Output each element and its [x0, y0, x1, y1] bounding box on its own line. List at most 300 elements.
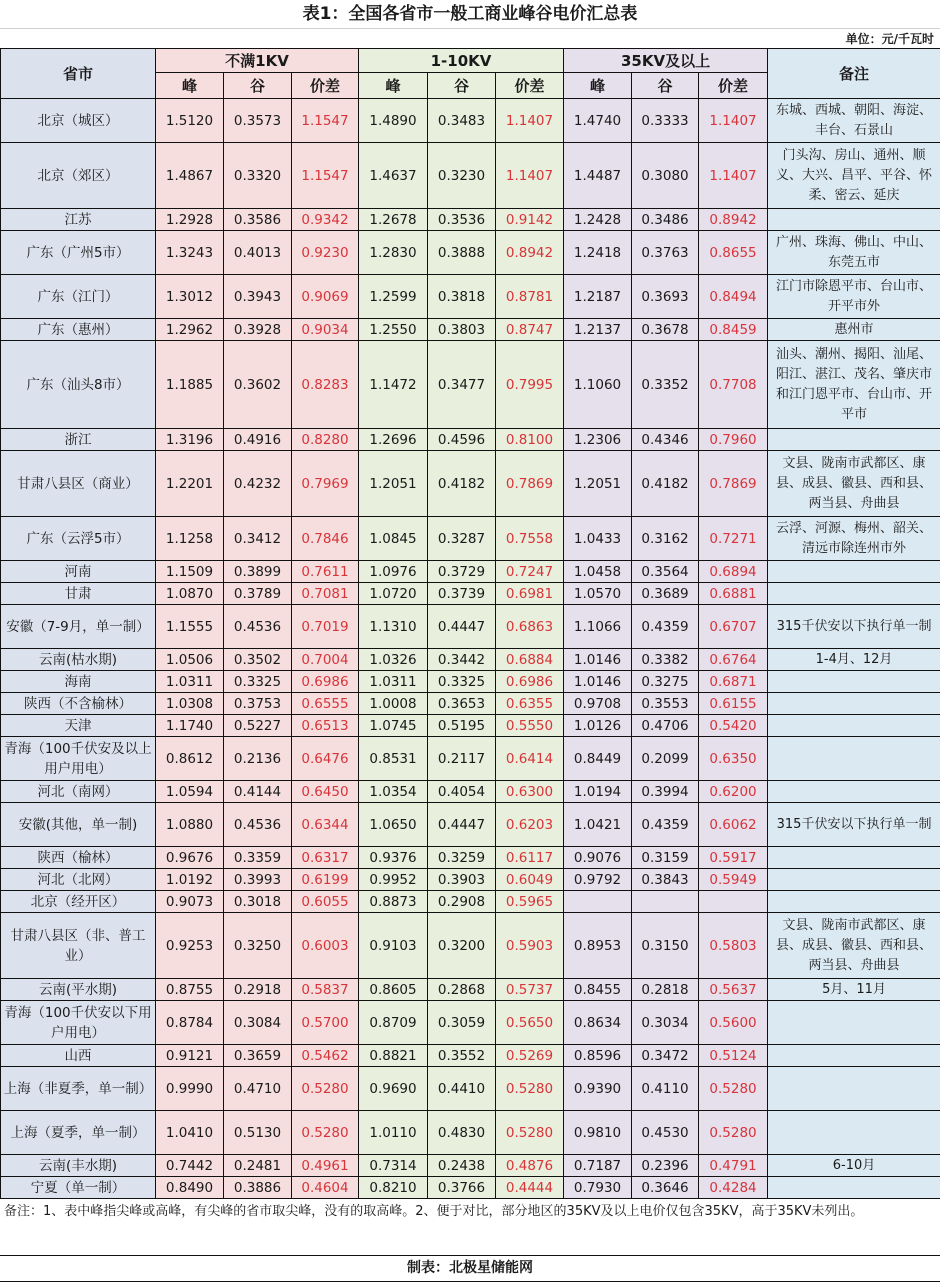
- lv-valley-cell: 0.3602: [224, 341, 292, 429]
- header-lv-diff: 价差: [292, 73, 359, 99]
- header-group-lv: 不满1KV: [156, 49, 359, 73]
- mv-peak-cell: 1.0976: [359, 561, 428, 583]
- mv-peak-cell: 0.8821: [359, 1045, 428, 1067]
- lv-diff-cell: 0.7019: [292, 605, 359, 649]
- province-cell: 河北（北网）: [1, 869, 156, 891]
- lv-peak-cell: 1.3243: [156, 231, 224, 275]
- hv-diff-cell: 0.5280: [699, 1067, 768, 1111]
- lv-peak-cell: 1.0506: [156, 649, 224, 671]
- mv-peak-cell: 0.8873: [359, 891, 428, 913]
- hv-diff-cell: 0.6871: [699, 671, 768, 693]
- lv-valley-cell: 0.5227: [224, 715, 292, 737]
- mv-valley-cell: 0.4447: [428, 803, 496, 847]
- note-cell: 315千伏安以下执行单一制: [768, 803, 940, 847]
- note-cell: [768, 693, 940, 715]
- note-cell: [768, 1001, 940, 1045]
- mv-diff-cell: 0.8942: [496, 231, 564, 275]
- header-hv-peak: 峰: [564, 73, 632, 99]
- note-cell: 5月、11月: [768, 979, 940, 1001]
- hv-valley-cell: 0.2099: [632, 737, 699, 781]
- lv-peak-cell: 1.0311: [156, 671, 224, 693]
- province-cell: 河南: [1, 561, 156, 583]
- lv-peak-cell: 0.8784: [156, 1001, 224, 1045]
- hv-valley-cell: 0.4530: [632, 1111, 699, 1155]
- lv-valley-cell: 0.3659: [224, 1045, 292, 1067]
- mv-valley-cell: 0.2908: [428, 891, 496, 913]
- mv-peak-cell: 1.0650: [359, 803, 428, 847]
- lv-peak-cell: 0.9990: [156, 1067, 224, 1111]
- note-cell: [768, 1067, 940, 1111]
- lv-valley-cell: 0.3325: [224, 671, 292, 693]
- lv-peak-cell: 0.7442: [156, 1155, 224, 1177]
- header-mv-valley: 谷: [428, 73, 496, 99]
- lv-diff-cell: 0.6003: [292, 913, 359, 979]
- hv-peak-cell: 0.7187: [564, 1155, 632, 1177]
- mv-peak-cell: 0.8210: [359, 1177, 428, 1199]
- header-group-hv: 35KV及以上: [564, 49, 768, 73]
- mv-diff-cell: 0.9142: [496, 209, 564, 231]
- header-group-mv: 1-10KV: [359, 49, 564, 73]
- hv-valley-cell: 0.2396: [632, 1155, 699, 1177]
- lv-valley-cell: 0.3320: [224, 143, 292, 209]
- header-mv-peak: 峰: [359, 73, 428, 99]
- hv-valley-cell: 0.3486: [632, 209, 699, 231]
- table-row: [1, 847, 940, 869]
- mv-peak-cell: 1.0311: [359, 671, 428, 693]
- mv-peak-cell: 1.0326: [359, 649, 428, 671]
- table-row: [1, 341, 940, 429]
- lv-valley-cell: 0.4013: [224, 231, 292, 275]
- lv-valley-cell: 0.4232: [224, 451, 292, 517]
- header-mv-diff: 价差: [496, 73, 564, 99]
- mv-valley-cell: 0.3230: [428, 143, 496, 209]
- table-row: [1, 275, 940, 319]
- credit: 制表：北极星储能网: [0, 1255, 940, 1282]
- mv-peak-cell: 0.8605: [359, 979, 428, 1001]
- hv-valley-cell: 0.3352: [632, 341, 699, 429]
- mv-peak-cell: 1.2830: [359, 231, 428, 275]
- hv-valley-cell: 0.3472: [632, 1045, 699, 1067]
- hv-valley-cell: 0.2818: [632, 979, 699, 1001]
- mv-peak-cell: 1.1472: [359, 341, 428, 429]
- table-row: [1, 583, 940, 605]
- mv-valley-cell: 0.3739: [428, 583, 496, 605]
- mv-diff-cell: 0.4876: [496, 1155, 564, 1177]
- table-row: [1, 231, 940, 275]
- mv-peak-cell: 0.9690: [359, 1067, 428, 1111]
- mv-peak-cell: 1.4890: [359, 99, 428, 143]
- province-cell: 陕西（不含榆林）: [1, 693, 156, 715]
- mv-diff-cell: 0.8747: [496, 319, 564, 341]
- hv-diff-cell: 0.7708: [699, 341, 768, 429]
- lv-diff-cell: 0.6986: [292, 671, 359, 693]
- lv-peak-cell: 1.1258: [156, 517, 224, 561]
- hv-valley-cell: 0.4346: [632, 429, 699, 451]
- lv-peak-cell: 1.3196: [156, 429, 224, 451]
- hv-valley-cell: 0.4359: [632, 803, 699, 847]
- lv-valley-cell: 0.5130: [224, 1111, 292, 1155]
- lv-valley-cell: 0.3899: [224, 561, 292, 583]
- mv-valley-cell: 0.4182: [428, 451, 496, 517]
- province-cell: 宁夏（单一制）: [1, 1177, 156, 1199]
- mv-peak-cell: 0.8709: [359, 1001, 428, 1045]
- mv-diff-cell: 0.6414: [496, 737, 564, 781]
- lv-diff-cell: 0.4961: [292, 1155, 359, 1177]
- table-row: [1, 1155, 940, 1177]
- lv-peak-cell: 1.1509: [156, 561, 224, 583]
- mv-valley-cell: 0.3477: [428, 341, 496, 429]
- mv-diff-cell: 0.6355: [496, 693, 564, 715]
- lv-valley-cell: 0.3886: [224, 1177, 292, 1199]
- hv-diff-cell: 0.6707: [699, 605, 768, 649]
- note-cell: 1-4月、12月: [768, 649, 940, 671]
- hv-diff-cell: 0.5949: [699, 869, 768, 891]
- lv-diff-cell: 0.5280: [292, 1111, 359, 1155]
- lv-diff-cell: 0.6317: [292, 847, 359, 869]
- lv-valley-cell: 0.3502: [224, 649, 292, 671]
- lv-peak-cell: 0.9676: [156, 847, 224, 869]
- mv-valley-cell: 0.3287: [428, 517, 496, 561]
- note-cell: [768, 715, 940, 737]
- hv-valley-cell: 0.4359: [632, 605, 699, 649]
- table-body: [1, 99, 940, 1199]
- hv-peak-cell: 1.0194: [564, 781, 632, 803]
- hv-diff-cell: 0.5917: [699, 847, 768, 869]
- province-cell: 天津: [1, 715, 156, 737]
- hv-diff-cell: 0.6881: [699, 583, 768, 605]
- mv-valley-cell: 0.3552: [428, 1045, 496, 1067]
- hv-peak-cell: 1.1066: [564, 605, 632, 649]
- lv-peak-cell: 1.2928: [156, 209, 224, 231]
- lv-valley-cell: 0.3586: [224, 209, 292, 231]
- hv-peak-cell: 0.9390: [564, 1067, 632, 1111]
- note-cell: 云浮、河源、梅州、韶关、清远市除连州市外: [768, 517, 940, 561]
- mv-valley-cell: 0.3766: [428, 1177, 496, 1199]
- hv-diff-cell: 0.5637: [699, 979, 768, 1001]
- lv-peak-cell: 1.2962: [156, 319, 224, 341]
- hv-peak-cell: 1.2306: [564, 429, 632, 451]
- hv-valley-cell: 0.3646: [632, 1177, 699, 1199]
- hv-peak-cell: 0.8449: [564, 737, 632, 781]
- table-row: [1, 1067, 940, 1111]
- hv-peak-cell: 0.9076: [564, 847, 632, 869]
- province-cell: 北京（城区）: [1, 99, 156, 143]
- note-cell: 江门市除恩平市、台山市、开平市外: [768, 275, 940, 319]
- hv-valley-cell: 0.3159: [632, 847, 699, 869]
- table-row: [1, 913, 940, 979]
- province-cell: 北京（郊区）: [1, 143, 156, 209]
- table-row: [1, 451, 940, 517]
- mv-diff-cell: 0.6203: [496, 803, 564, 847]
- mv-diff-cell: 0.8100: [496, 429, 564, 451]
- hv-peak-cell: 0.8634: [564, 1001, 632, 1045]
- hv-diff-cell: 0.5803: [699, 913, 768, 979]
- hv-peak-cell: 1.2428: [564, 209, 632, 231]
- lv-peak-cell: 1.0192: [156, 869, 224, 891]
- mv-peak-cell: 1.0110: [359, 1111, 428, 1155]
- mv-diff-cell: 0.7869: [496, 451, 564, 517]
- mv-diff-cell: 1.1407: [496, 99, 564, 143]
- note-cell: [768, 869, 940, 891]
- hv-peak-cell: 1.0570: [564, 583, 632, 605]
- note-cell: [768, 583, 940, 605]
- lv-diff-cell: 0.9342: [292, 209, 359, 231]
- table-row: [1, 1001, 940, 1045]
- table-row: [1, 1177, 940, 1199]
- mv-diff-cell: 0.7247: [496, 561, 564, 583]
- note-cell: 惠州市: [768, 319, 940, 341]
- lv-valley-cell: 0.3018: [224, 891, 292, 913]
- mv-diff-cell: 0.6981: [496, 583, 564, 605]
- hv-diff-cell: 0.4791: [699, 1155, 768, 1177]
- hv-peak-cell: 1.0126: [564, 715, 632, 737]
- hv-valley-cell: 0.3763: [632, 231, 699, 275]
- note-cell: [768, 891, 940, 913]
- mv-diff-cell: 1.1407: [496, 143, 564, 209]
- hv-peak-cell: 1.2187: [564, 275, 632, 319]
- mv-diff-cell: 0.4444: [496, 1177, 564, 1199]
- mv-diff-cell: 0.5269: [496, 1045, 564, 1067]
- hv-diff-cell: 0.4284: [699, 1177, 768, 1199]
- note-cell: 东城、西城、朝阳、海淀、丰台、石景山: [768, 99, 940, 143]
- hv-diff-cell: 0.8459: [699, 319, 768, 341]
- mv-valley-cell: 0.4054: [428, 781, 496, 803]
- hv-peak-cell: 1.0458: [564, 561, 632, 583]
- mv-peak-cell: 1.2678: [359, 209, 428, 231]
- lv-valley-cell: 0.3359: [224, 847, 292, 869]
- table-row: [1, 737, 940, 781]
- hv-peak-cell: 1.2418: [564, 231, 632, 275]
- mv-diff-cell: 0.5737: [496, 979, 564, 1001]
- province-cell: 河北（南网）: [1, 781, 156, 803]
- lv-peak-cell: 1.0594: [156, 781, 224, 803]
- lv-valley-cell: 0.3753: [224, 693, 292, 715]
- lv-diff-cell: 0.6344: [292, 803, 359, 847]
- province-cell: 北京（经开区）: [1, 891, 156, 913]
- province-cell: 青海（100千伏安及以上用户用电）: [1, 737, 156, 781]
- mv-valley-cell: 0.3803: [428, 319, 496, 341]
- hv-peak-cell: 0.9792: [564, 869, 632, 891]
- note-cell: [768, 737, 940, 781]
- footnote: 备注：1、表中峰指尖峰或高峰，有尖峰的省市取尖峰，没有的取高峰。2、便于对比，部分地区的35KV及以上电价仅包含35KV，高于35KV未列出。: [4, 1204, 864, 1219]
- lv-peak-cell: 0.9121: [156, 1045, 224, 1067]
- table-row: [1, 143, 940, 209]
- mv-valley-cell: 0.4830: [428, 1111, 496, 1155]
- hv-diff-cell: 0.6200: [699, 781, 768, 803]
- lv-valley-cell: 0.4536: [224, 803, 292, 847]
- lv-diff-cell: 0.6513: [292, 715, 359, 737]
- lv-valley-cell: 0.4144: [224, 781, 292, 803]
- hv-peak-cell: 1.1060: [564, 341, 632, 429]
- hv-peak-cell: 0.7930: [564, 1177, 632, 1199]
- mv-peak-cell: 1.0745: [359, 715, 428, 737]
- table-row: [1, 99, 940, 143]
- lv-valley-cell: 0.3993: [224, 869, 292, 891]
- province-cell: 安徽（7-9月，单一制）: [1, 605, 156, 649]
- lv-peak-cell: 1.1555: [156, 605, 224, 649]
- lv-peak-cell: 1.0410: [156, 1111, 224, 1155]
- mv-peak-cell: 1.2550: [359, 319, 428, 341]
- hv-peak-cell: [564, 891, 632, 913]
- electricity-price-table: [0, 48, 940, 1199]
- province-cell: 陕西（榆林）: [1, 847, 156, 869]
- province-cell: 海南: [1, 671, 156, 693]
- hv-diff-cell: 0.6764: [699, 649, 768, 671]
- note-cell: 汕头、潮州、揭阳、汕尾、阳江、湛江、茂名、肇庆市和江门恩平市、台山市、开平市: [768, 341, 940, 429]
- lv-valley-cell: 0.2136: [224, 737, 292, 781]
- province-cell: 云南(枯水期): [1, 649, 156, 671]
- lv-diff-cell: 0.4604: [292, 1177, 359, 1199]
- province-cell: 安徽(其他，单一制): [1, 803, 156, 847]
- hv-valley-cell: 0.3333: [632, 99, 699, 143]
- mv-diff-cell: 0.7558: [496, 517, 564, 561]
- mv-valley-cell: 0.4447: [428, 605, 496, 649]
- mv-peak-cell: 0.9952: [359, 869, 428, 891]
- mv-diff-cell: 0.6300: [496, 781, 564, 803]
- mv-peak-cell: 1.1310: [359, 605, 428, 649]
- hv-peak-cell: 0.8455: [564, 979, 632, 1001]
- lv-peak-cell: 0.8612: [156, 737, 224, 781]
- hv-valley-cell: 0.3150: [632, 913, 699, 979]
- hv-diff-cell: 0.8494: [699, 275, 768, 319]
- hv-peak-cell: 1.0433: [564, 517, 632, 561]
- lv-diff-cell: 0.8280: [292, 429, 359, 451]
- hv-peak-cell: 0.8953: [564, 913, 632, 979]
- hv-peak-cell: 1.4740: [564, 99, 632, 143]
- mv-diff-cell: 0.6863: [496, 605, 564, 649]
- note-cell: [768, 429, 940, 451]
- mv-diff-cell: 0.6986: [496, 671, 564, 693]
- note-cell: [768, 1045, 940, 1067]
- province-cell: 上海（非夏季，单一制）: [1, 1067, 156, 1111]
- lv-diff-cell: 1.1547: [292, 99, 359, 143]
- mv-diff-cell: 0.5965: [496, 891, 564, 913]
- lv-diff-cell: 0.5280: [292, 1067, 359, 1111]
- province-cell: 广东（汕头8市）: [1, 341, 156, 429]
- hv-diff-cell: 0.5420: [699, 715, 768, 737]
- lv-diff-cell: 0.7004: [292, 649, 359, 671]
- hv-valley-cell: 0.3689: [632, 583, 699, 605]
- hv-peak-cell: 1.2051: [564, 451, 632, 517]
- note-cell: [768, 781, 940, 803]
- table-row: [1, 319, 940, 341]
- lv-peak-cell: 1.1740: [156, 715, 224, 737]
- lv-diff-cell: 0.8283: [292, 341, 359, 429]
- mv-valley-cell: 0.3536: [428, 209, 496, 231]
- hv-valley-cell: 0.4706: [632, 715, 699, 737]
- hv-diff-cell: 1.1407: [699, 99, 768, 143]
- mv-peak-cell: 1.0354: [359, 781, 428, 803]
- lv-valley-cell: 0.2481: [224, 1155, 292, 1177]
- province-cell: 山西: [1, 1045, 156, 1067]
- lv-valley-cell: 0.4916: [224, 429, 292, 451]
- province-cell: 青海（100千伏安以下用户用电）: [1, 1001, 156, 1045]
- mv-valley-cell: 0.3653: [428, 693, 496, 715]
- lv-diff-cell: 0.9230: [292, 231, 359, 275]
- mv-valley-cell: 0.3903: [428, 869, 496, 891]
- note-cell: [768, 209, 940, 231]
- lv-diff-cell: 0.5700: [292, 1001, 359, 1045]
- lv-peak-cell: 1.3012: [156, 275, 224, 319]
- lv-diff-cell: 0.9069: [292, 275, 359, 319]
- province-cell: 甘肃: [1, 583, 156, 605]
- lv-diff-cell: 0.6199: [292, 869, 359, 891]
- note-cell: 6-10月: [768, 1155, 940, 1177]
- mv-diff-cell: 0.7995: [496, 341, 564, 429]
- lv-peak-cell: 1.2201: [156, 451, 224, 517]
- hv-diff-cell: 0.5124: [699, 1045, 768, 1067]
- province-cell: 广东（惠州）: [1, 319, 156, 341]
- province-cell: 广东（江门）: [1, 275, 156, 319]
- mv-diff-cell: 0.6884: [496, 649, 564, 671]
- lv-peak-cell: 1.5120: [156, 99, 224, 143]
- mv-peak-cell: 1.4637: [359, 143, 428, 209]
- lv-valley-cell: 0.3412: [224, 517, 292, 561]
- header-hv-valley: 谷: [632, 73, 699, 99]
- lv-diff-cell: 0.7611: [292, 561, 359, 583]
- hv-diff-cell: 0.6350: [699, 737, 768, 781]
- hv-diff-cell: [699, 891, 768, 913]
- province-cell: 江苏: [1, 209, 156, 231]
- lv-diff-cell: 1.1547: [292, 143, 359, 209]
- province-cell: 云南(丰水期): [1, 1155, 156, 1177]
- mv-valley-cell: 0.3325: [428, 671, 496, 693]
- lv-diff-cell: 0.7846: [292, 517, 359, 561]
- table-row: [1, 517, 940, 561]
- hv-valley-cell: 0.3162: [632, 517, 699, 561]
- lv-valley-cell: 0.3250: [224, 913, 292, 979]
- mv-valley-cell: 0.2868: [428, 979, 496, 1001]
- lv-valley-cell: 0.3789: [224, 583, 292, 605]
- mv-peak-cell: 0.8531: [359, 737, 428, 781]
- hv-diff-cell: 1.1407: [699, 143, 768, 209]
- hv-peak-cell: 1.4487: [564, 143, 632, 209]
- table-row: [1, 693, 940, 715]
- lv-peak-cell: 1.0308: [156, 693, 224, 715]
- lv-valley-cell: 0.3573: [224, 99, 292, 143]
- lv-valley-cell: 0.3928: [224, 319, 292, 341]
- mv-peak-cell: 1.2599: [359, 275, 428, 319]
- hv-peak-cell: 1.2137: [564, 319, 632, 341]
- lv-peak-cell: 0.8490: [156, 1177, 224, 1199]
- hv-valley-cell: 0.3080: [632, 143, 699, 209]
- lv-diff-cell: 0.6555: [292, 693, 359, 715]
- hv-diff-cell: 0.6155: [699, 693, 768, 715]
- mv-diff-cell: 0.5650: [496, 1001, 564, 1045]
- lv-diff-cell: 0.7969: [292, 451, 359, 517]
- mv-peak-cell: 0.7314: [359, 1155, 428, 1177]
- province-cell: 广东（广州5市）: [1, 231, 156, 275]
- hv-valley-cell: [632, 891, 699, 913]
- mv-diff-cell: 0.5550: [496, 715, 564, 737]
- mv-peak-cell: 0.9376: [359, 847, 428, 869]
- hv-diff-cell: 0.6894: [699, 561, 768, 583]
- hv-diff-cell: 0.5600: [699, 1001, 768, 1045]
- lv-diff-cell: 0.5837: [292, 979, 359, 1001]
- hv-valley-cell: 0.3275: [632, 671, 699, 693]
- table-row: [1, 649, 940, 671]
- mv-valley-cell: 0.4410: [428, 1067, 496, 1111]
- mv-diff-cell: 0.5280: [496, 1111, 564, 1155]
- mv-peak-cell: 0.9103: [359, 913, 428, 979]
- hv-diff-cell: 0.6062: [699, 803, 768, 847]
- mv-valley-cell: 0.3442: [428, 649, 496, 671]
- hv-peak-cell: 1.0146: [564, 649, 632, 671]
- note-cell: 广州、珠海、佛山、中山、东莞五市: [768, 231, 940, 275]
- table-row: [1, 781, 940, 803]
- hv-peak-cell: 0.9708: [564, 693, 632, 715]
- mv-diff-cell: 0.5280: [496, 1067, 564, 1111]
